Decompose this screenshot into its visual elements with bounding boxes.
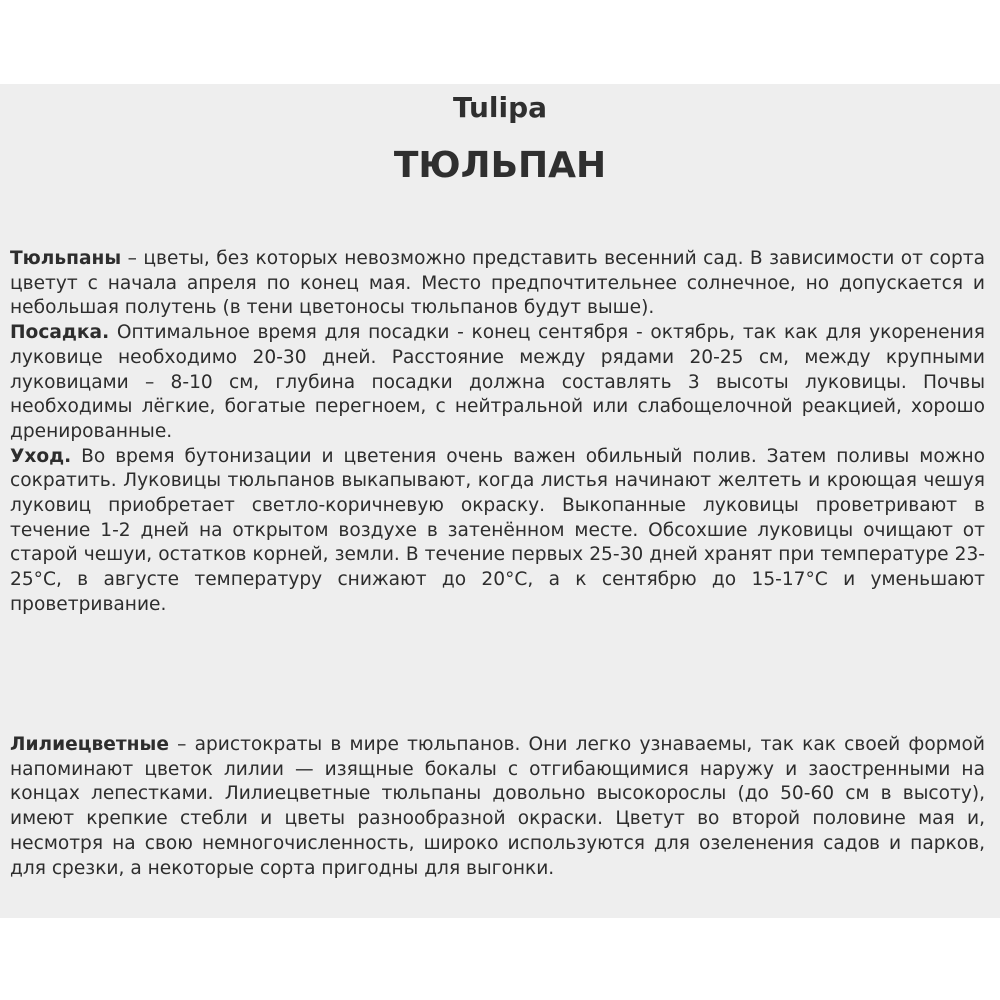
paragraph-body: – цветы, без которых невозможно представить весенний сад. В зависимости от сорта цветут с начала апреля по конец мая. Место предпочтительнее солнечное, но допускается и небольшая полутень (в тени цветоносы тюльпанов будут выше). — [10, 248, 985, 319]
seed-packet-label — [0, 84, 1000, 918]
russian-name-heading: ТЮЛЬПАН — [393, 145, 607, 186]
paragraph-lead: Посадка. — [10, 322, 110, 344]
paragraph-lead: Уход. — [10, 445, 72, 467]
paragraph-lily-flowered — [10, 733, 985, 881]
paragraph-lead: Лилиецветные — [10, 734, 169, 755]
latin-name-heading: Tulipa — [452, 91, 548, 124]
paragraph-intro — [10, 247, 985, 321]
paragraph-body: Во время бутонизации и цветения очень важен обильный полив. Затем поливы можно сократить. Луковицы тюльпанов выкапывают, когда листья начинают желтеть и кроющая чешуя луковиц приобретает светло-коричневую окраску. Выкопанные луковицы проветривают в течение 1-2 дней на открытом воздухе в затенённом месте. Обсохшие луковицы очищают от старой чешуи, остатков корней, земли. В течение первых 25-30 дней хранят при температуре 23-25°С, в августе температуру снижают до 20°С, а к сентябрю до 15-17°С и уменьшают проветривание. — [10, 445, 985, 615]
paragraph-lead: Тюльпаны — [10, 248, 122, 269]
paragraph-care — [10, 445, 985, 618]
paragraph-planting — [10, 321, 985, 445]
paragraph-body: Оптимальное время для посадки - конец сентября - октябрь, так как для укоренения луковице необходимо 20-30 дней. Расстояние между рядами 20-25 см, между крупными луковицами – 8-10 см, глубина посадки должна составлять 3 высоты луковицы. Почвы необходимы лёгкие, богатые перегноем, с нейтральной или слабощелочной реакцией, хорошо дренированные. — [10, 322, 985, 442]
paragraph-body: – аристократы в мире тюльпанов. Они легко узнаваемы, так как своей формой напоминают цветок лилии — изящные бокалы с отгибающимися наружу и заостренными на концах лепестками. Лилиецветные тюльпаны довольно высокорослы (до 50-60 см в высоту), имеют крепкие стебли и цветы разнообразной окраски. Цветут во второй половине мая и, несмотря на свою немногочисленность, широко используются для озеленения садов и парков, для срезки, а некоторые сорта пригодны для выгонки. — [10, 734, 985, 879]
description-block-variety — [10, 733, 985, 881]
description-block-main — [10, 247, 985, 618]
